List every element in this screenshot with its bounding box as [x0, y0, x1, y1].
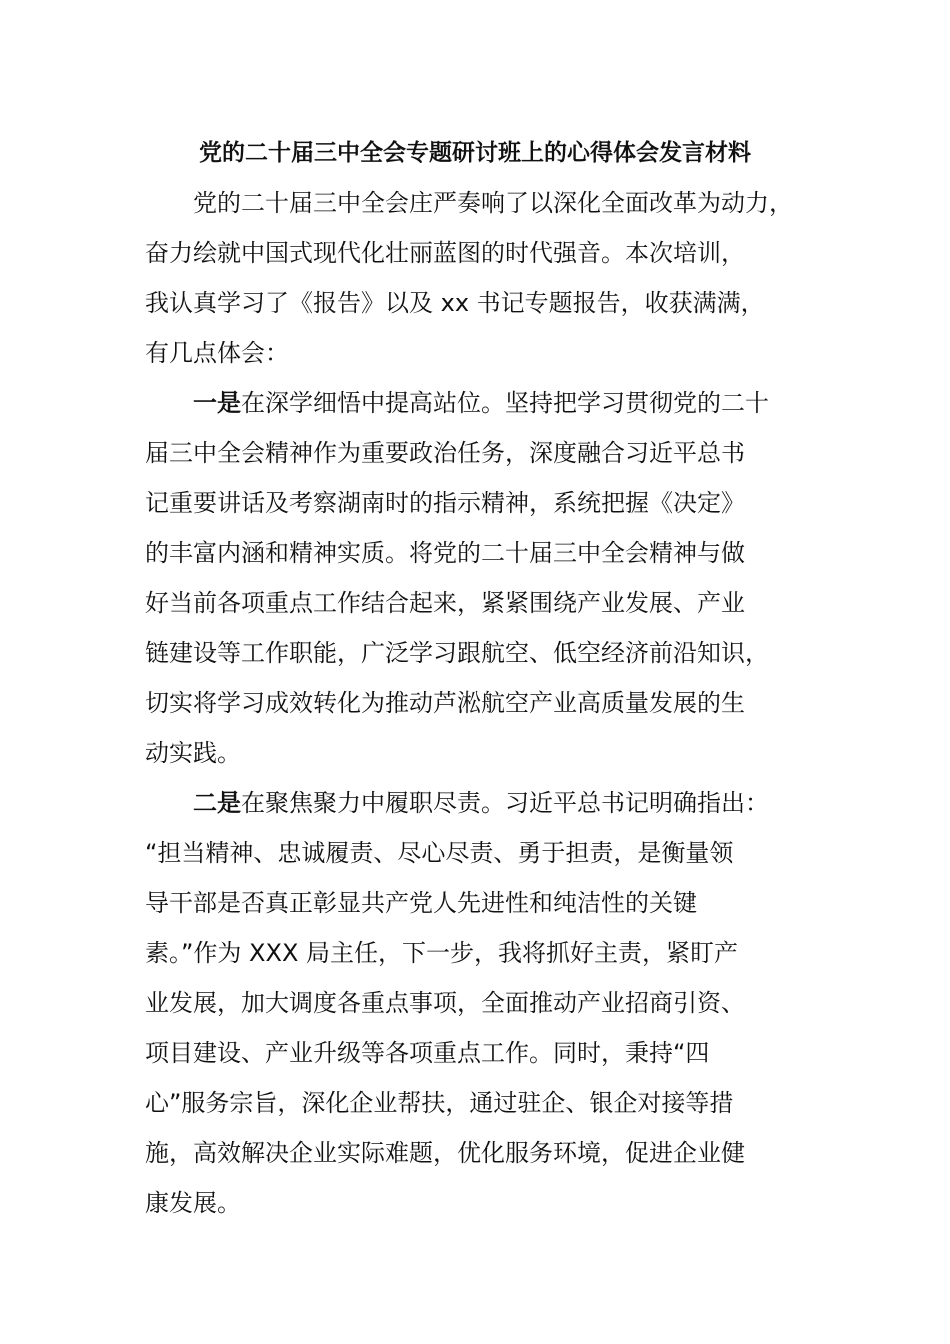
paragraph-line-text: 在深学细悟中提高站位。坚持把学习贯彻党的二十	[241, 389, 769, 417]
paragraph-line: 导干部是否真正彰显共产党人先进性和纯洁性的关键	[145, 889, 697, 917]
paragraph-line	[145, 378, 810, 428]
paragraph-line: 奋力绘就中国式现代化壮丽蓝图的时代强音。本次培训，	[145, 239, 745, 267]
document-title: 党的二十届三中全会专题研讨班上的心得体会发言材料	[199, 140, 751, 166]
paragraph-line: 记重要讲话及考察湖南时的指示精神，系统把握《决定》	[145, 489, 745, 517]
paragraph-line: 动实践。	[145, 739, 241, 767]
paragraph-lead: 一是	[193, 389, 241, 417]
paragraph-line: 心”服务宗旨，深化企业帮扶，通过驻企、银企对接等措	[145, 1089, 734, 1117]
paragraph-line: 业发展，加大调度各重点事项，全面推动产业招商引资、	[145, 989, 745, 1017]
paragraph-line: “担当精神、忠诚履责、尽心尽责、勇于担责，是衡量领	[145, 839, 734, 867]
paragraph-line: 我认真学习了《报告》以及 xx 书记专题报告，收获满满，	[145, 289, 765, 317]
paragraph-line	[145, 778, 810, 828]
paragraph-line: 届三中全会精神作为重要政治任务，深度融合习近平总书	[145, 439, 745, 467]
paragraph-lead: 二是	[193, 789, 241, 817]
paragraph-line: 康发展。	[145, 1189, 241, 1217]
document-body	[145, 178, 810, 1228]
paragraph-line: 好当前各项重点工作结合起来，紧紧围绕产业发展、产业	[145, 589, 745, 617]
paragraph-line: 素。”作为 XXX 局主任，下一步，我将抓好主责，紧盯产	[145, 939, 739, 967]
paragraph-line: 链建设等工作职能，广泛学习跟航空、低空经济前沿知识，	[145, 639, 769, 667]
paragraph-point-one	[145, 378, 810, 778]
paragraph-line: 有几点体会：	[145, 339, 289, 367]
paragraph-intro	[145, 178, 810, 378]
paragraph-line-text: 在聚焦聚力中履职尽责。习近平总书记明确指出：	[241, 789, 769, 817]
paragraph-line: 的丰富内涵和精神实质。将党的二十届三中全会精神与做	[145, 539, 745, 567]
paragraph-line: 项目建设、产业升级等各项重点工作。同时，秉持“四	[145, 1039, 710, 1067]
paragraph-point-two	[145, 778, 810, 1228]
paragraph-line: 切实将学习成效转化为推动芦淞航空产业高质量发展的生	[145, 689, 745, 717]
paragraph-line: 施，高效解决企业实际难题，优化服务环境，促进企业健	[145, 1139, 745, 1167]
paragraph-line: 党的二十届三中全会庄严奏响了以深化全面改革为动力，	[193, 189, 793, 217]
